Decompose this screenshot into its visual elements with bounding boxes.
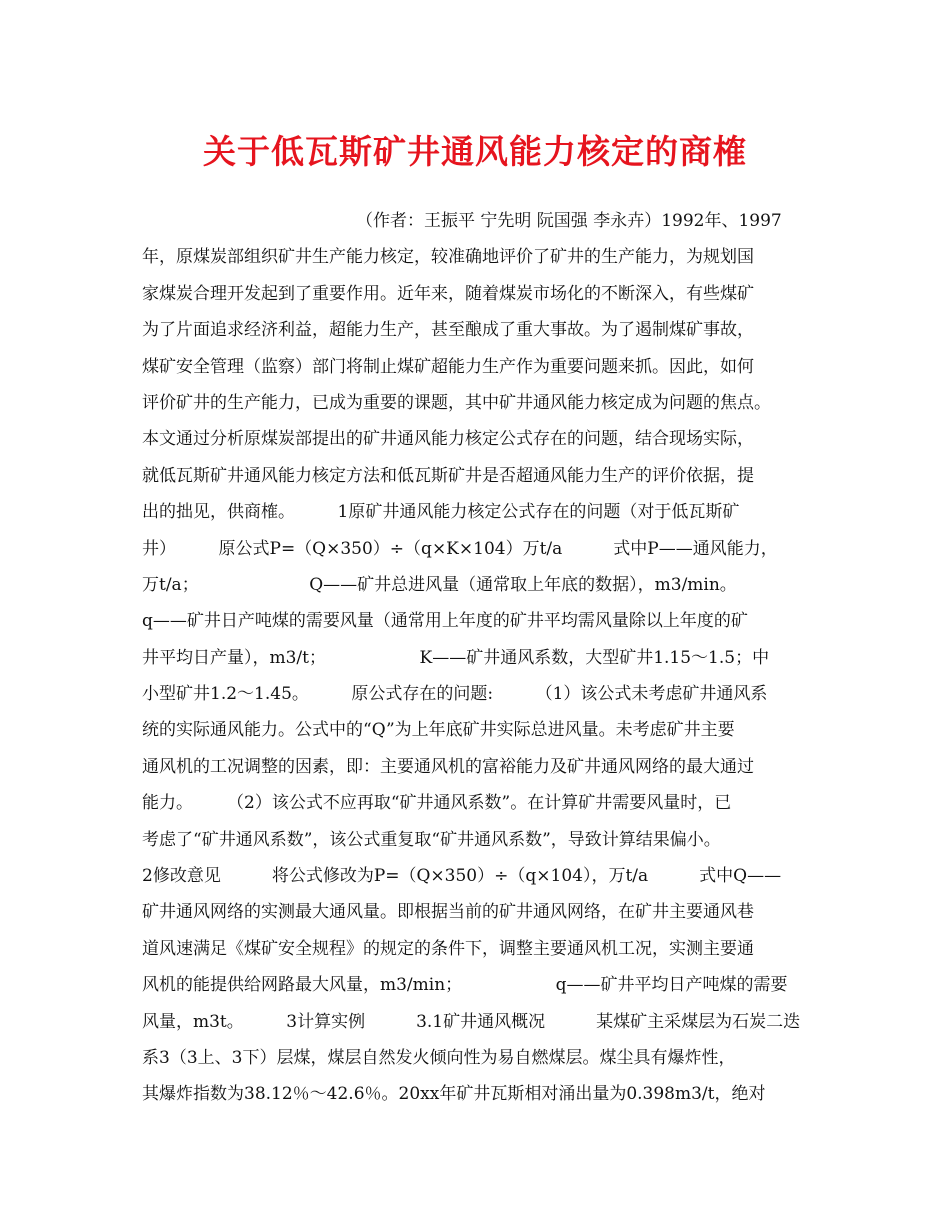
document-title: 关于低瓦斯矿井通风能力核定的商榷 <box>203 132 747 171</box>
body-line: 出的拙见，供商榷。 1原矿井通风能力核定公式存在的问题（对于低瓦斯矿 <box>142 502 740 523</box>
body-line: 风量，m3t。 3计算实例 3.1矿井通风概况 某煤矿主采煤层为石炭二迭 <box>142 1011 801 1032</box>
body-line: 其爆炸指数为38.12％～42.6％。20xx年矿井瓦斯相对涌出量为0.398m3/t，绝对 <box>142 1084 766 1105</box>
body-line: 万t/a； Q——矿井总进风量（通常取上年底的数据），m3/min。 <box>142 574 737 595</box>
body-line: 道风速满足《煤矿安全规程》的规定的条件下，调整主要通风机工况，实测主要通 <box>142 938 754 959</box>
body-line: 为了片面追求经济利益，超能力生产，甚至酿成了重大事故。为了遏制煤矿事故， <box>142 320 754 341</box>
body-line: 家煤炭合理开发起到了重要作用。近年来，随着煤炭市场化的不断深入，有些煤矿 <box>142 283 754 304</box>
body-line: 评价矿井的生产能力，已成为重要的课题，其中矿井通风能力核定成为问题的焦点。 <box>142 392 771 413</box>
body-line: 本文通过分析原煤炭部提出的矿井通风能力核定公式存在的问题，结合现场实际， <box>142 429 754 450</box>
body-line: 就低瓦斯矿井通风能力核定方法和低瓦斯矿井是否超通风能力生产的评价依据，提 <box>142 465 754 486</box>
body-line: 井平均日产量），m3/t； K——矿井通风系数，大型矿井1.15～1.5；中 <box>142 647 770 668</box>
body-line: 考虑了“矿井通风系数”，该公式重复取“矿井通风系数”，导致计算结果偏小。 <box>142 829 721 850</box>
body-line: 矿井通风网络的实测最大通风量。即根据当前的矿井通风网络，在矿井主要通风巷 <box>142 902 754 923</box>
body-line: 风机的能提供给网路最大风量，m3/min； q——矿井平均日产吨煤的需要 <box>142 975 788 996</box>
body-line: 年，原煤炭部组织矿井生产能力核定，较准确地评价了矿井的生产能力，为规划国 <box>142 247 754 268</box>
body-line: 系3（3上、3下）层煤，煤层自然发火倾向性为易自燃煤层。煤尘具有爆炸性， <box>142 1047 736 1068</box>
body-line: 能力。 （2）该公式不应再取“矿井通风系数”。在计算矿井需要风量时，已 <box>142 793 732 814</box>
body-line: q——矿井日产吨煤的需要风量（通常用上年度的矿井平均需风量除以上年度的矿 <box>142 611 748 632</box>
document-body <box>142 203 822 1113</box>
body-line-author: （作者：王振平 宁先明 阮国强 李永卉）1992年、1997 <box>356 211 782 231</box>
body-line: 煤矿安全管理（监察）部门将制止煤矿超能力生产作为重要问题来抓。因此，如何 <box>142 356 754 377</box>
body-line: 井） 原公式P=（Q×350）÷（q×K×104）万t/a 式中P——通风能力， <box>142 538 778 559</box>
body-line: 统的实际通风能力。公式中的“Q”为上年底矿井实际总进风量。未考虑矿井主要 <box>142 720 735 741</box>
body-line: 小型矿井1.2～1.45。 原公式存在的问题: （1）该公式未考虑矿井通风系 <box>142 684 768 705</box>
body-line: 通风机的工况调整的因素，即：主要通风机的富裕能力及矿井通风网络的最大通过 <box>142 756 754 777</box>
body-line: 2修改意见 将公式修改为P=（Q×350）÷（q×104），万t/a 式中Q—— <box>142 866 782 887</box>
